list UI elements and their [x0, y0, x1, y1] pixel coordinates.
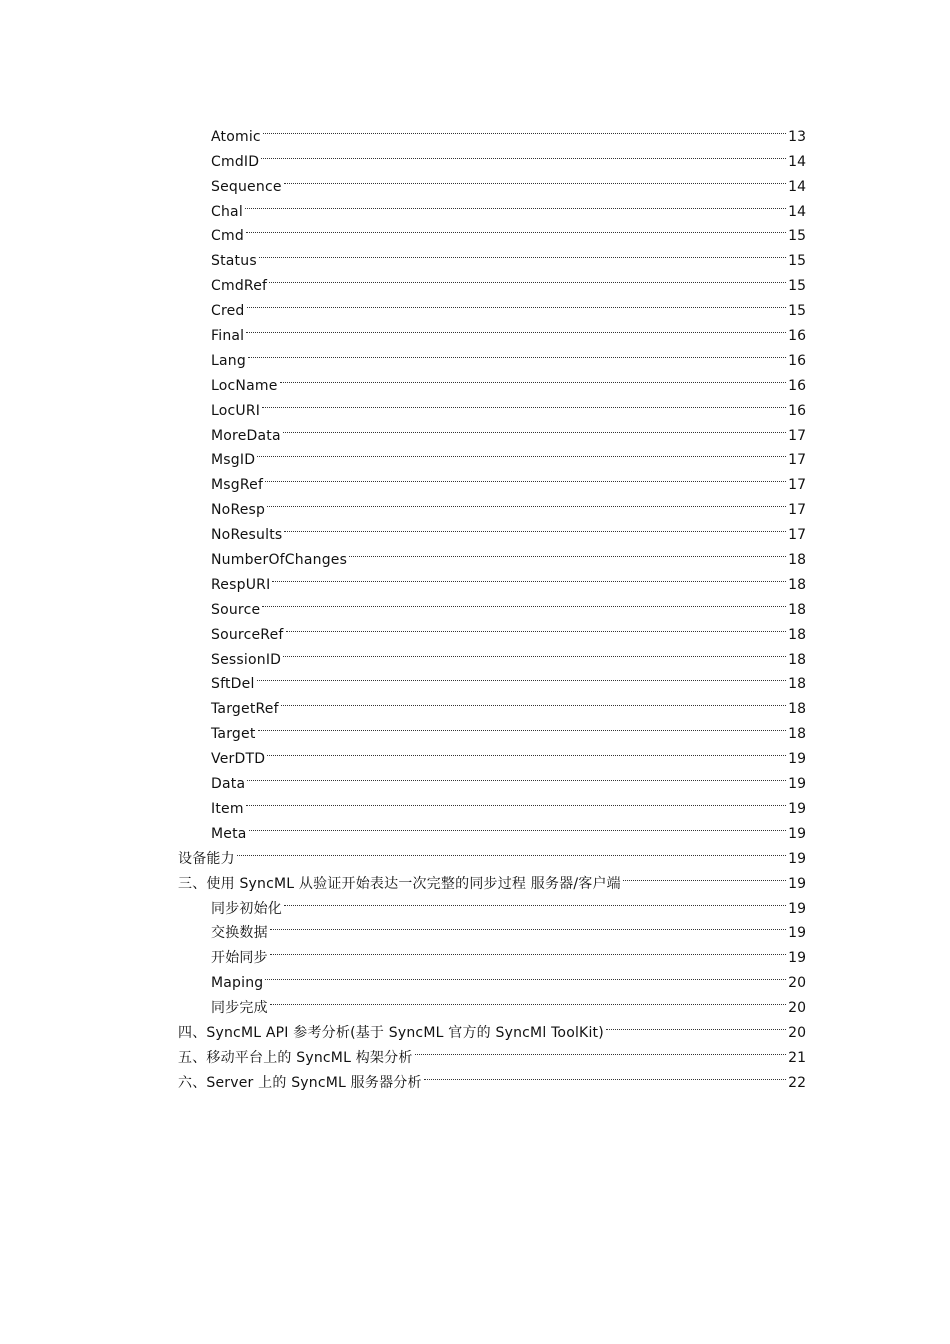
toc-entry-page-number: 18	[788, 576, 806, 593]
toc-entry-title: MoreData	[211, 427, 281, 444]
toc-dot-leader	[284, 166, 786, 191]
toc-dot-leader	[270, 937, 786, 962]
toc-entry-title: CmdRef	[211, 278, 268, 295]
toc-entry[interactable]	[178, 514, 806, 544]
toc-entry[interactable]	[178, 464, 806, 494]
toc-entry-title: LocName	[211, 377, 278, 394]
toc-dot-leader	[246, 216, 786, 241]
toc-dot-leader	[424, 1062, 786, 1087]
toc-dot-leader	[267, 738, 786, 763]
toc-dot-leader	[623, 863, 786, 888]
toc-entry-title: MsgRef	[211, 477, 264, 494]
toc-entry[interactable]	[178, 564, 806, 593]
toc-entry-title: MsgID	[211, 452, 256, 469]
toc-entry[interactable]	[178, 763, 806, 793]
toc-entry-title: Item	[211, 800, 244, 817]
toc-dot-leader	[262, 390, 786, 415]
toc-entry-page-number: 19	[788, 850, 806, 867]
toc-entry-title: 四、SyncML API 参考分析(基于 SyncML 官方的 SyncMl ToolKit)	[178, 1024, 604, 1041]
toc-entry-page-number: 21	[788, 1049, 806, 1066]
toc-dot-leader	[270, 913, 786, 938]
toc-dot-leader	[415, 1037, 786, 1062]
toc-entry-title: 开始同步	[211, 950, 268, 967]
toc-entry[interactable]	[178, 962, 806, 992]
toc-entry-page-number: 20	[788, 1000, 806, 1017]
toc-entry[interactable]	[178, 813, 806, 842]
toc-entry-title: Meta	[211, 825, 247, 842]
toc-entry[interactable]	[178, 713, 806, 743]
toc-dot-leader	[280, 365, 786, 390]
toc-entry[interactable]	[178, 315, 806, 345]
toc-entry[interactable]	[178, 738, 806, 768]
toc-entry[interactable]	[178, 141, 806, 170]
toc-dot-leader	[257, 664, 786, 689]
toc-entry-page-number: 17	[788, 527, 806, 544]
toc-entry[interactable]	[178, 489, 806, 519]
toc-entry-page-number: 19	[788, 925, 806, 942]
toc-dot-leader	[258, 713, 786, 738]
toc-entry-page-number: 17	[788, 477, 806, 494]
toc-entry-title: TargetRef	[211, 701, 279, 718]
toc-entry-page-number: 18	[788, 651, 806, 668]
toc-dot-leader	[257, 440, 786, 465]
toc-dot-leader	[283, 639, 786, 664]
toc-entry-page-number: 18	[788, 676, 806, 693]
toc-entry-page-number: 16	[788, 377, 806, 394]
toc-entry-title: Sequence	[211, 178, 282, 195]
toc-entry-page-number: 19	[788, 776, 806, 793]
toc-entry-page-number: 19	[788, 900, 806, 917]
toc-dot-leader	[349, 539, 786, 564]
toc-entry-title: Cmd	[211, 228, 244, 245]
toc-entry-page-number: 14	[788, 203, 806, 220]
toc-dot-leader	[246, 315, 786, 340]
toc-entry-page-number: 19	[788, 875, 806, 892]
toc-entry-page-number: 19	[788, 751, 806, 768]
toc-entry-title: Target	[211, 726, 256, 743]
toc-entry-page-number: 20	[788, 1024, 806, 1041]
toc-dot-leader	[272, 564, 786, 589]
toc-entry-page-number: 17	[788, 502, 806, 519]
toc-entry-page-number: 16	[788, 352, 806, 369]
toc-entry-page-number: 15	[788, 303, 806, 320]
toc-dot-leader	[606, 1012, 786, 1037]
toc-entry-page-number: 16	[788, 328, 806, 345]
toc-entry-title: NoResp	[211, 502, 266, 519]
toc-entry-page-number: 15	[788, 253, 806, 270]
toc-entry-page-number: 19	[788, 825, 806, 842]
toc-entry-title: SessionID	[211, 651, 282, 668]
toc-entry-title: Cred	[211, 303, 245, 320]
toc-entry-page-number: 19	[788, 800, 806, 817]
toc-entry[interactable]	[178, 390, 806, 419]
toc-entry-page-number: 17	[788, 452, 806, 469]
toc-dot-leader	[248, 340, 786, 365]
toc-entry[interactable]	[178, 913, 806, 942]
toc-entry-title: 六、Server 上的 SyncML 服务器分析	[178, 1074, 422, 1091]
toc-entry[interactable]	[178, 614, 806, 643]
toc-dot-leader	[249, 813, 786, 838]
toc-entry-page-number: 19	[788, 950, 806, 967]
toc-entry[interactable]	[178, 440, 806, 469]
table-of-contents	[178, 116, 806, 1091]
toc-entry-title: Atomic	[211, 128, 261, 145]
toc-entry-page-number: 17	[788, 427, 806, 444]
toc-entry-page-number: 16	[788, 402, 806, 419]
toc-dot-leader	[262, 589, 786, 614]
toc-entry-title: 设备能力	[178, 850, 235, 867]
toc-entry[interactable]	[178, 340, 806, 369]
toc-entry[interactable]	[178, 166, 806, 195]
toc-dot-leader	[265, 464, 786, 489]
toc-entry-page-number: 18	[788, 601, 806, 618]
toc-entry-page-number: 18	[788, 701, 806, 718]
toc-dot-leader	[281, 688, 786, 713]
toc-entry-title: 五、移动平台上的 SyncML 构架分析	[178, 1049, 413, 1066]
toc-entry[interactable]	[178, 191, 806, 220]
toc-entry-title: CmdID	[211, 153, 260, 170]
toc-entry-title: Chal	[211, 203, 243, 220]
toc-entry-title: LocURI	[211, 402, 261, 419]
toc-entry-page-number: 15	[788, 278, 806, 295]
toc-entry[interactable]	[178, 240, 806, 270]
toc-entry-title: 同步初始化	[211, 900, 282, 917]
toc-dot-leader	[284, 514, 786, 539]
toc-dot-leader	[247, 763, 786, 788]
toc-dot-leader	[286, 614, 786, 639]
toc-entry[interactable]	[178, 838, 806, 867]
toc-entry-title: RespURI	[211, 576, 271, 593]
toc-entry-title: Final	[211, 328, 245, 345]
toc-entry[interactable]	[178, 863, 806, 892]
toc-dot-leader	[265, 962, 786, 987]
toc-entry-title: Maping	[211, 975, 264, 992]
toc-entry[interactable]	[178, 365, 806, 394]
toc-entry[interactable]	[178, 265, 806, 295]
toc-entry-page-number: 14	[788, 178, 806, 195]
toc-entry-page-number: 22	[788, 1074, 806, 1091]
toc-dot-leader	[245, 191, 786, 216]
toc-entry-title: SftDel	[211, 676, 255, 693]
toc-entry-page-number: 18	[788, 626, 806, 643]
toc-dot-leader	[269, 265, 786, 290]
toc-dot-leader	[247, 290, 786, 315]
toc-entry-page-number: 20	[788, 975, 806, 992]
toc-dot-leader	[237, 838, 786, 863]
toc-entry-title: VerDTD	[211, 751, 266, 768]
toc-dot-leader	[261, 141, 786, 166]
toc-entry[interactable]	[178, 415, 806, 444]
toc-entry-title: SourceRef	[211, 626, 284, 643]
toc-entry-page-number: 15	[788, 228, 806, 245]
toc-entry[interactable]	[178, 216, 806, 245]
toc-entry[interactable]	[178, 987, 806, 1017]
toc-dot-leader	[259, 240, 786, 265]
toc-entry[interactable]	[178, 688, 806, 718]
toc-entry-title: Lang	[211, 352, 246, 369]
toc-dot-leader	[263, 116, 786, 141]
toc-entry[interactable]	[178, 937, 806, 967]
toc-entry-page-number: 13	[788, 128, 806, 145]
toc-entry[interactable]	[178, 1012, 806, 1041]
toc-dot-leader	[246, 788, 786, 813]
toc-dot-leader	[270, 987, 786, 1012]
toc-entry-title: NumberOfChanges	[211, 552, 348, 569]
toc-entry-page-number: 18	[788, 552, 806, 569]
toc-entry[interactable]	[178, 290, 806, 320]
toc-entry-title: Data	[211, 776, 246, 793]
toc-entry-page-number: 18	[788, 726, 806, 743]
toc-dot-leader	[283, 415, 786, 440]
toc-dot-leader	[284, 888, 786, 913]
toc-entry[interactable]	[178, 788, 806, 817]
toc-entry-title: 同步完成	[211, 1000, 268, 1017]
toc-entry-title: Source	[211, 601, 261, 618]
toc-entry-title: NoResults	[211, 527, 283, 544]
toc-entry[interactable]	[178, 589, 806, 618]
toc-entry[interactable]	[178, 664, 806, 693]
toc-dot-leader	[267, 489, 786, 514]
toc-entry-title: Status	[211, 253, 257, 270]
toc-entry-page-number: 14	[788, 153, 806, 170]
toc-entry[interactable]	[178, 116, 806, 145]
toc-entry-title: 交换数据	[211, 925, 268, 942]
toc-entry-title: 三、使用 SyncML 从验证开始表达一次完整的同步过程 服务器/客户端	[178, 875, 621, 892]
